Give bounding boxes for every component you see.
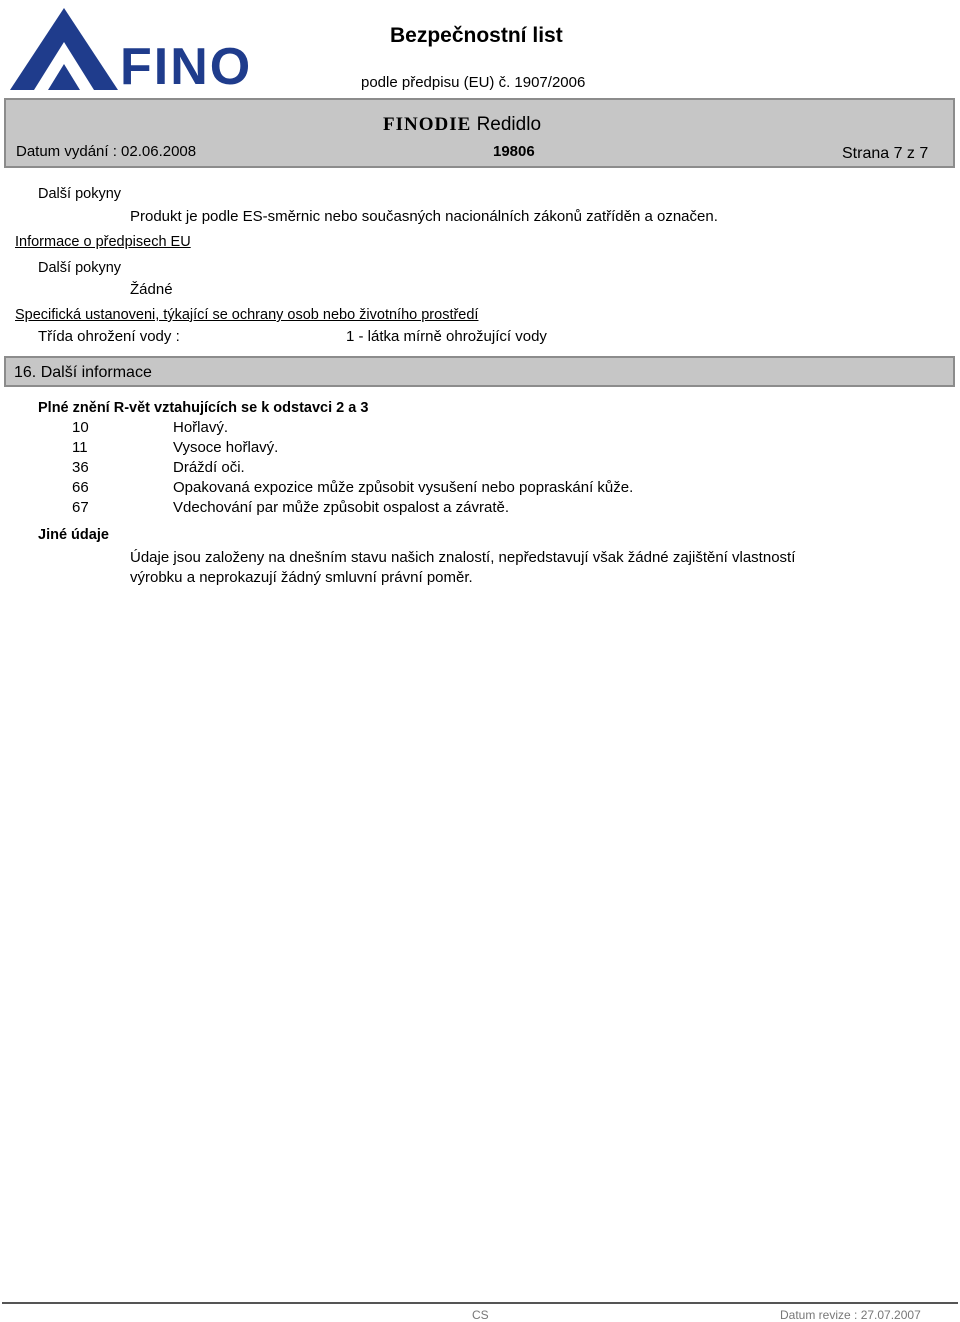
- issue-date: Datum vydání : 02.06.2008: [16, 143, 197, 160]
- product-name: Redidlo: [476, 114, 542, 135]
- r-phrase-text: Vdechování par může způsobit ospalost a závratě.: [173, 499, 510, 516]
- r-phrase-code: 11: [72, 439, 88, 456]
- specific-provisions-heading: Specifická ustanoveni, týkající se ochrany osob nebo životního prostředí: [15, 307, 479, 323]
- product-code: 19806: [493, 143, 535, 160]
- section-16-title: 16. Další informace: [14, 364, 152, 381]
- water-hazard-value: 1 - látka mírně ohrožující vody: [346, 328, 547, 345]
- footer-language: CS: [472, 1308, 489, 1322]
- r-phrase-code: 66: [72, 479, 89, 496]
- regulation-subtitle: podle předpisu (EU) č. 1907/2006: [361, 74, 586, 91]
- further-instructions-text-1: Produkt je podle ES-směrnic nebo současných nacionálních zákonů zatříděn a označen.: [130, 208, 718, 225]
- r-phrase-code: 36: [72, 459, 89, 476]
- water-hazard-label: Třída ohrožení vody :: [38, 328, 180, 345]
- eu-regulation-heading: Informace o předpisech EU: [15, 234, 191, 250]
- further-instructions-label-1: Další pokyny: [38, 186, 122, 202]
- footer-divider: [2, 1302, 958, 1304]
- footer-revision-date: Datum revize : 27.07.2007: [780, 1308, 921, 1322]
- r-phrase-text: Dráždí oči.: [173, 459, 245, 476]
- further-instructions-label-2: Další pokyny: [38, 260, 122, 276]
- page-number: Strana 7 z 7: [842, 145, 929, 162]
- r-phrase-text: Vysoce hořlavý.: [173, 439, 279, 456]
- other-data-label: Jiné údaje: [38, 527, 109, 543]
- product-brand: FINODIE: [383, 114, 472, 135]
- further-instructions-text-2: Žádné: [130, 281, 173, 298]
- company-logo: [8, 2, 253, 96]
- r-phrase-text: Hořlavý.: [173, 419, 229, 436]
- logo-wordmark: FINO: [120, 38, 253, 96]
- document-title: Bezpečnostní list: [390, 24, 563, 47]
- r-phrases-heading: Plné znění R-vět vztahujících se k odstavci 2 a 3: [38, 400, 369, 416]
- r-phrase-text: Opakovaná expozice může způsobit vysušení nebo popraskání kůže.: [173, 479, 634, 496]
- r-phrase-code: 67: [72, 499, 89, 516]
- r-phrase-code: 10: [72, 419, 89, 436]
- product-title: [383, 114, 541, 136]
- other-data-line-1: Údaje jsou založeny na dnešním stavu našich znalostí, nepředstavují však žádné zajištění vlastností: [130, 549, 796, 566]
- other-data-line-2: výrobku a neprokazují žádný smluvní právní poměr.: [130, 569, 473, 586]
